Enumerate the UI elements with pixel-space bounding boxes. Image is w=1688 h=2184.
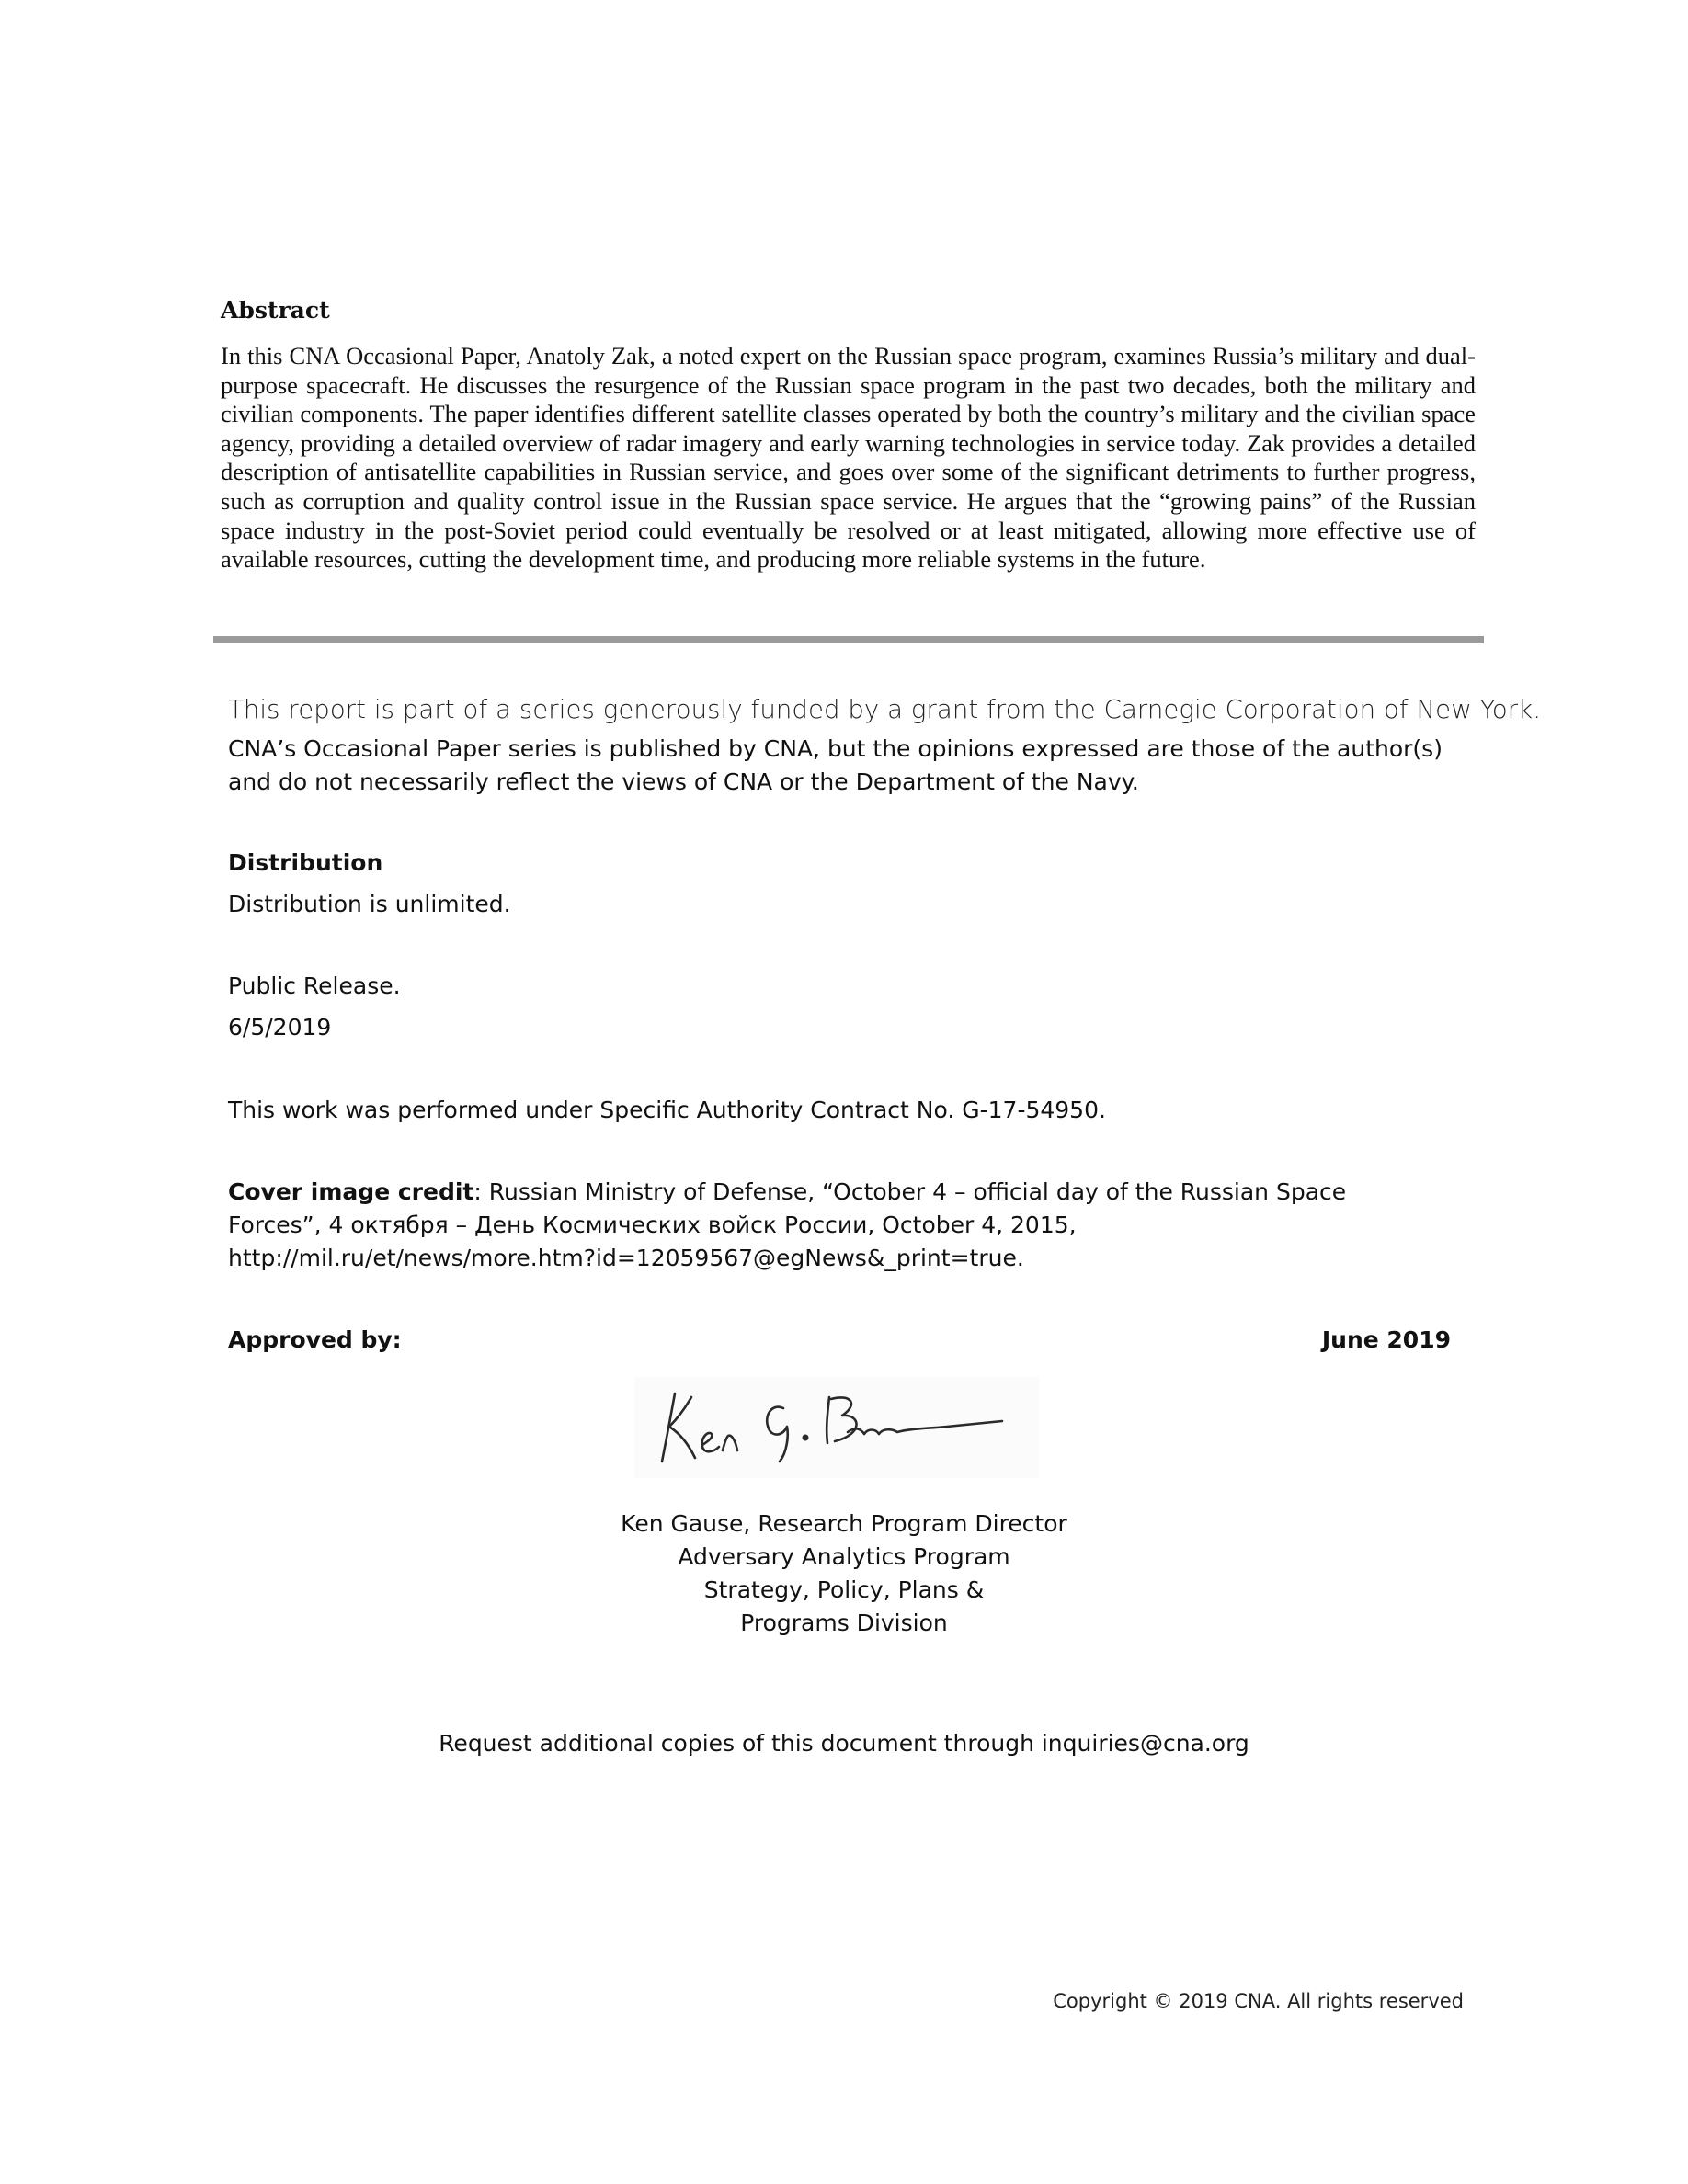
copyright-notice: Copyright © 2019 CNA. All rights reserved [1053, 1990, 1464, 2012]
signatory-division-line2: Programs Division [740, 1610, 948, 1636]
signatory-division-line1: Strategy, Policy, Plans & [703, 1576, 985, 1603]
request-copies-note: Request additional copies of this document through inquiries@cna.org [439, 1730, 1249, 1757]
cover-credit-label: Cover image credit [228, 1178, 474, 1205]
abstract-body: In this CNA Occasional Paper, Anatoly Zak, a noted expert on the Russian space program, examines Russia’s military and dual-purpose spacecraft. He discusses the resurgence of the Russian space program in the past two decades, both the military and civilian components. The paper identifies different satellite classes operated by both the country’s military and the civilian space agency, providing a detailed overview of radar imagery and early warning technologies in service today. Zak provides a detailed description of antisatellite capabilities in Russian service, and goes over some of the significant detriments to further progress, such as corruption and quality control issue in the Russian space service. He argues that the “growing pains” of the Russian space industry in the post-Soviet period could eventually be resolved or at least mitigated, allowing more effective use of available resources, cutting the development time, and producing more reliable systems in the future. [221, 342, 1476, 574]
contract-text: This work was performed under Specific Authority Contract No. G-17-54950. [228, 1097, 1106, 1123]
funding-note: This report is part of a series generously funded by a grant from the Carnegie Corporation of New York. [228, 695, 1542, 724]
section-divider [213, 636, 1484, 643]
signatory-program: Adversary Analytics Program [678, 1543, 1010, 1570]
signature-image [634, 1377, 1039, 1478]
distribution-heading: Distribution [228, 849, 383, 876]
approved-by-label: Approved by: [228, 1326, 402, 1353]
signatory-name-title: Ken Gause, Research Program Director [621, 1510, 1067, 1537]
cover-credit-text: : Russian Ministry of Defense, “October 4 – official day of the Russian Space Forces”, 4 октября – День Космических войск России, October 4, 2015, http://mil.ru/et/news/more.htm?id=12059567@egNews&_print=true. [228, 1178, 1347, 1271]
abstract-heading: Abstract [221, 297, 330, 324]
cover-image-credit [228, 1176, 1423, 1275]
distribution-text: Distribution is unlimited. [228, 891, 511, 917]
approval-date: June 2019 [1321, 1326, 1451, 1353]
release-text: Public Release. [228, 973, 401, 999]
signatory-block [568, 1507, 1120, 1640]
series-disclaimer: CNA’s Occasional Paper series is published by CNA, but the opinions expressed are those of the author(s) and do not necessarily reflect the views of CNA or the Department of the Navy. [228, 735, 1443, 795]
release-date: 6/5/2019 [228, 1014, 332, 1041]
